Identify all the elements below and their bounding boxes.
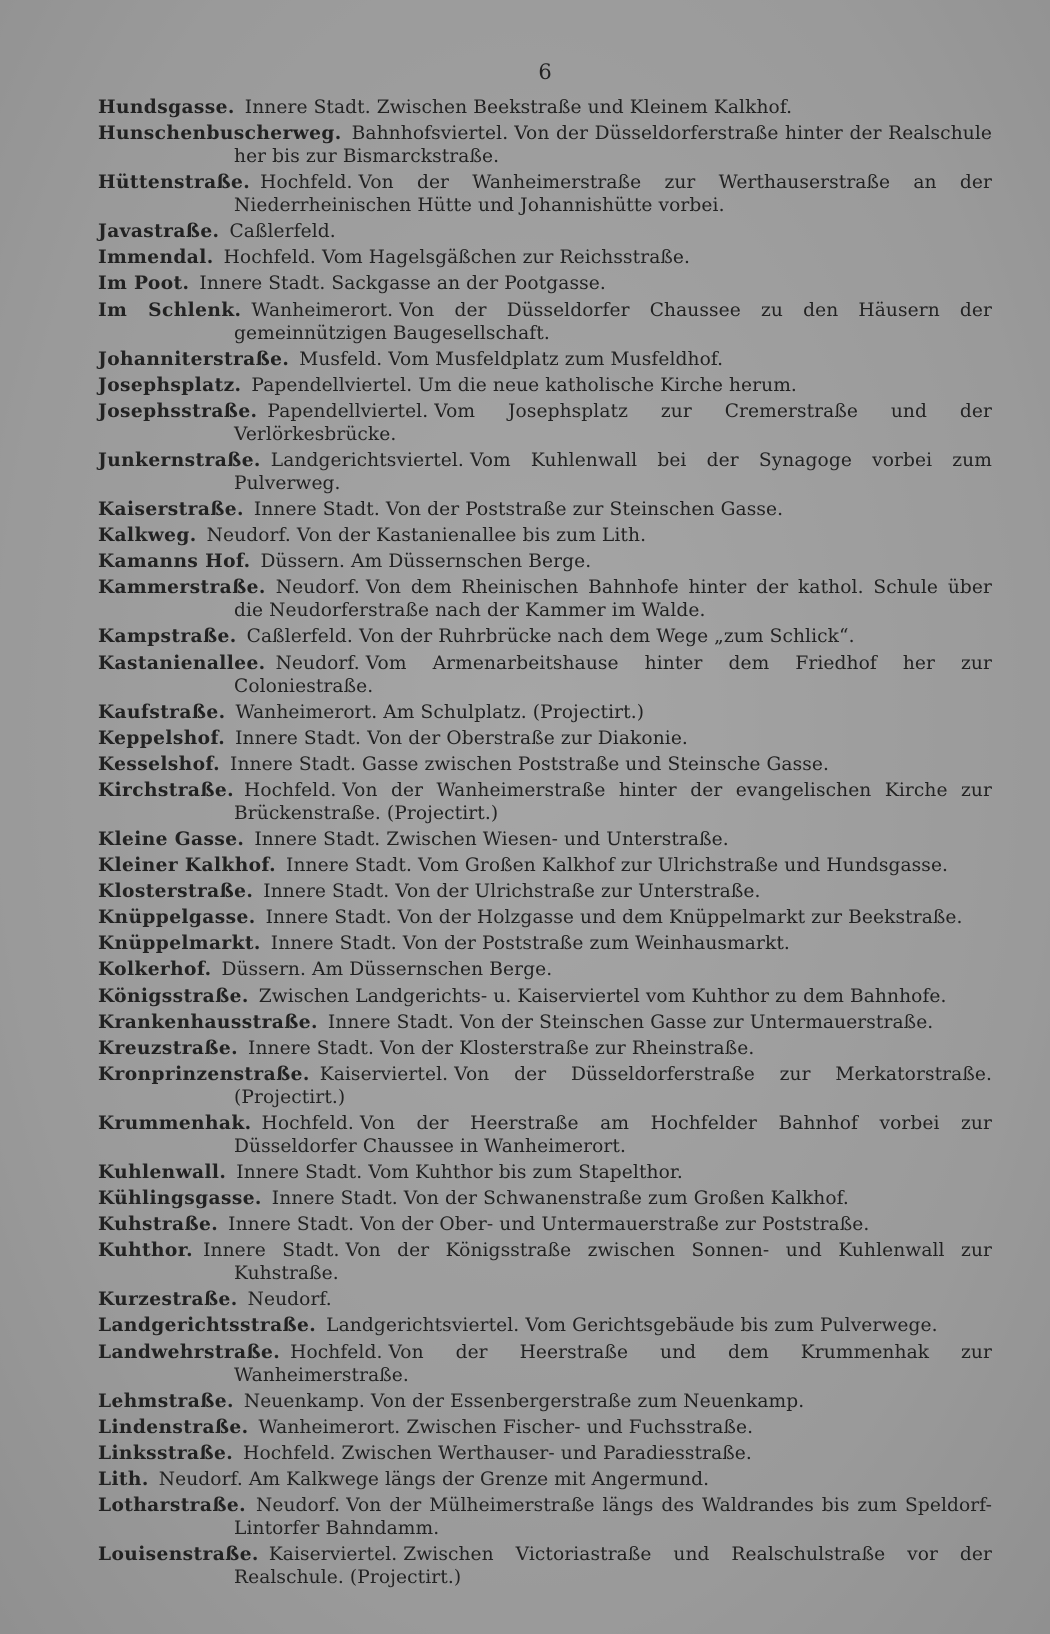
street-entry	[98, 1161, 992, 1184]
street-name: Hundsgasse.	[98, 97, 235, 118]
street-district: Innere Stadt.	[327, 1011, 454, 1033]
street-description: Von der Oberstraße zur Diakonie.	[367, 727, 688, 749]
street-district: Papendellviertel.	[267, 400, 429, 422]
street-district: Hochfeld.	[244, 779, 337, 801]
street-district: Wanheimerort.	[235, 701, 378, 723]
street-name: Knüppelgasse.	[98, 907, 256, 929]
street-entry	[98, 958, 992, 981]
street-name: Landgerichtsstraße.	[98, 1315, 317, 1337]
street-district: Neudorf.	[275, 652, 360, 674]
street-description: Sackgasse an der Pootgasse.	[331, 273, 606, 295]
street-name: Im Schlenk.	[98, 299, 242, 321]
street-district: Neudorf.	[247, 1289, 332, 1311]
street-entry	[98, 828, 992, 851]
street-description: Von der Heerstraße am Hochfelder Bahnhof vorbei zur Düsseldorfer Chaussee in Wanheimerort.	[234, 1112, 992, 1157]
street-name: Kaiserstraße.	[98, 499, 244, 521]
street-entry	[98, 906, 992, 929]
street-entry	[98, 701, 992, 724]
street-district: Caßlerfeld.	[246, 626, 353, 648]
street-district: Hochfeld.	[243, 1442, 336, 1464]
street-description: Von der Poststraße zum Weinhausmarkt.	[402, 933, 790, 955]
street-description: vom Kuhthor zu dem Bahnhofe.	[645, 985, 947, 1007]
street-entry	[98, 727, 992, 750]
street-description: Vom Armenarbeitshause hinter dem Friedhof her zur Coloniestraße.	[234, 652, 992, 697]
street-description: Gasse zwischen Poststraße und Steinsche Gasse.	[362, 753, 829, 775]
street-description: Von der Klosterstraße zur Rheinstraße.	[379, 1037, 755, 1059]
street-entry	[98, 854, 992, 877]
street-entry	[98, 1341, 992, 1387]
street-district: Wanheimerort.	[258, 1416, 401, 1438]
street-name: Kamanns Hof.	[98, 551, 251, 573]
street-entry	[98, 498, 992, 521]
street-entry	[98, 1442, 992, 1465]
street-name: Josephsstraße.	[98, 400, 258, 422]
street-district: Hochfeld.	[261, 1112, 354, 1134]
page-number: 6	[538, 60, 552, 84]
street-description: Zwischen Werthauser- und Paradiesstraße.	[341, 1442, 752, 1464]
street-description: Von der Holzgasse und dem Knüppelmarkt zur Beekstraße.	[397, 907, 963, 929]
street-district: Wanheimerort.	[251, 299, 394, 321]
street-name: Javastraße.	[98, 221, 220, 243]
street-name: Lindenstraße.	[98, 1416, 249, 1438]
street-name: Krummenhak.	[98, 1112, 252, 1134]
street-name: Keppelshof.	[98, 727, 226, 749]
street-description: Von der Ruhrbrücke nach dem Wege „zum Schlick“.	[358, 626, 855, 648]
street-name: Lehmstraße.	[98, 1390, 234, 1412]
street-description: Zwischen Beekstraße und Kleinem Kalkhof.	[376, 97, 793, 118]
street-entry	[98, 1063, 992, 1109]
street-description: Von der Kastanienallee bis zum Lith.	[296, 525, 647, 547]
street-description: Von der Essenbergerstraße zum Neuenkamp.	[370, 1390, 805, 1412]
street-description: Vom Großen Kalkhof zur Ulrichstraße und Hundsgasse.	[418, 855, 949, 877]
street-entry	[98, 449, 992, 495]
street-entry	[98, 171, 992, 217]
street-description: Zwischen Victoriastraße und Realschulstraße vor der Realschule. (Projectirt.)	[234, 1544, 992, 1589]
street-name: Lith.	[98, 1468, 149, 1490]
street-district: Musfeld.	[299, 348, 383, 370]
street-description: Vom Josephsplatz zur Cremerstraße und der Verlörkesbrücke.	[234, 400, 992, 445]
street-entry	[98, 122, 992, 168]
street-description: Von der Ober- und Untermauerstraße zur Poststraße.	[360, 1214, 870, 1236]
street-district: Innere Stadt.	[244, 97, 371, 118]
street-name: Kaufstraße.	[98, 701, 226, 723]
street-description: Am Schulplatz. (Projectirt.)	[383, 701, 645, 723]
street-entry	[98, 932, 992, 955]
street-description: Vom Musfeldplatz zum Musfeldhof.	[388, 348, 724, 370]
street-district: Innere Stadt.	[199, 273, 326, 295]
street-district: Landgerichtsviertel.	[270, 449, 464, 471]
street-entry	[98, 1239, 992, 1285]
street-name: Kuhlenwall.	[98, 1162, 227, 1183]
street-entry	[98, 246, 992, 269]
street-description: Von der Mülheimerstraße längs des Waldrandes bis zum Speldorf-Lintorfer Bahndamm.	[234, 1495, 992, 1540]
street-entry	[98, 550, 992, 573]
street-district: Landgerichtsviertel.	[326, 1315, 520, 1337]
street-name: Linksstraße.	[98, 1442, 234, 1464]
street-entry	[98, 1468, 992, 1491]
street-district: Innere Stadt.	[235, 727, 362, 749]
street-district: Neudorf.	[206, 525, 291, 547]
street-name: Josephsplatz.	[98, 374, 242, 396]
street-entry	[98, 779, 992, 825]
street-entry	[98, 1416, 992, 1439]
street-district: Innere Stadt.	[228, 1214, 355, 1236]
street-name: Kreuzstraße.	[98, 1037, 238, 1059]
street-description: Vom Kuhlenwall bei der Synagoge vorbei zum Pulverweg.	[234, 449, 992, 494]
street-description: Von der Königsstraße zwischen Sonnen- und Kuhlenwall zur Kuhstraße.	[234, 1240, 993, 1285]
street-name: Johanniterstraße.	[98, 348, 290, 370]
street-district: Neudorf.	[275, 577, 360, 599]
street-description: Von der Heerstraße und dem Krummenhak zur Wanheimerstraße.	[234, 1341, 992, 1386]
street-entry	[98, 272, 992, 295]
street-description: Von der Düsseldorferstraße hinter der Realschule her bis zur Bismarckstraße.	[234, 123, 992, 168]
street-entry	[98, 1011, 992, 1034]
street-name: Kurzestraße.	[98, 1289, 238, 1311]
street-description: Von der Wanheimerstraße zur Werthauserstraße an der Niederrheinischen Hütte und Johannishütte vorbei.	[234, 172, 992, 217]
street-name: Hunschenbuscherweg.	[98, 123, 342, 145]
street-name: Immendal.	[98, 247, 214, 269]
street-district: Zwischen Landgerichts- u. Kaiserviertel	[258, 985, 640, 1007]
street-district: Hochfeld.	[290, 1341, 383, 1363]
street-description: Vom Gerichtsgebäude bis zum Pulverwege.	[525, 1315, 938, 1337]
street-entry	[98, 576, 992, 622]
street-description: Von der Düsseldorfer Chaussee zu den Häusern der gemeinnützigen Baugesellschaft.	[234, 299, 992, 344]
street-district: Bahnhofsviertel.	[351, 123, 509, 145]
street-name: Kuhthor.	[98, 1240, 194, 1262]
street-entry	[98, 1543, 992, 1589]
street-entry	[98, 1187, 992, 1210]
street-description: Von dem Rheinischen Bahnhofe hinter der kathol. Schule über die Neudorferstraße nach der Kammer im Walde.	[234, 577, 992, 622]
street-district: Düssern.	[260, 551, 346, 573]
street-district: Innere Stadt.	[236, 1162, 363, 1183]
street-name: Knüppelmarkt.	[98, 933, 261, 955]
street-name: Kühlingsgasse.	[98, 1188, 262, 1210]
street-district: Kaiserviertel.	[268, 1544, 398, 1566]
street-description: Um die neue katholische Kirche herum.	[418, 374, 797, 396]
street-name: Kleiner Kalkhof.	[98, 855, 277, 877]
street-name: Kesselshof.	[98, 753, 221, 775]
street-description: Von der Düsseldorferstraße zur Merkatorstraße. (Projectirt.)	[234, 1063, 992, 1108]
street-district: Innere Stadt.	[271, 1188, 398, 1210]
street-name: Kirchstraße.	[98, 779, 234, 801]
street-name: Hüttenstraße.	[98, 172, 251, 194]
street-name: Kampstraße.	[98, 626, 237, 648]
street-entry	[98, 1390, 992, 1413]
street-name: Kuhstraße.	[98, 1214, 219, 1236]
street-description: Am Düssernschen Berge.	[351, 551, 592, 573]
street-description: Am Kalkwege längs der Grenze mit Angermund.	[248, 1468, 710, 1490]
street-name: Krankenhausstraße.	[98, 1011, 318, 1033]
street-district: Innere Stadt.	[270, 933, 397, 955]
street-district: Neuenkamp.	[243, 1390, 365, 1412]
street-entry	[98, 985, 992, 1008]
street-entry	[98, 400, 992, 446]
street-name: Junkernstraße.	[98, 449, 261, 471]
street-description: Zwischen Wiesen- und Unterstraße.	[386, 828, 729, 850]
street-description: Am Düssernschen Berge.	[312, 959, 553, 981]
street-entry	[98, 652, 992, 698]
street-district: Papendellviertel.	[251, 374, 413, 396]
street-district: Innere Stadt.	[265, 907, 392, 929]
street-description: Zwischen Fischer- und Fuchsstraße.	[406, 1416, 754, 1438]
street-description: Von der Schwanenstraße zum Großen Kalkhof.	[403, 1188, 849, 1210]
street-district: Caßlerfeld.	[229, 221, 336, 243]
street-entry	[98, 880, 992, 903]
street-name: Louisenstraße.	[98, 1544, 259, 1566]
street-entry	[98, 1037, 992, 1060]
street-district: Neudorf.	[255, 1495, 341, 1517]
street-entry	[98, 96, 992, 119]
street-district: Innere Stadt.	[230, 753, 356, 775]
street-district: Hochfeld.	[260, 172, 353, 194]
street-description: Vom Hagelsgäßchen zur Reichsstraße.	[321, 247, 691, 269]
street-name: Lotharstraße.	[98, 1495, 246, 1517]
street-directory-list	[98, 96, 992, 1589]
street-district: Innere Stadt.	[248, 1037, 374, 1059]
street-name: Landwehrstraße.	[98, 1341, 281, 1363]
street-district: Hochfeld.	[223, 247, 316, 269]
street-description: Von der Wanheimerstraße hinter der evangelischen Kirche zur Brückenstraße. (Projectirt.)	[234, 779, 992, 824]
street-district: Innere Stadt.	[254, 828, 381, 850]
street-entry	[98, 374, 992, 397]
street-district: Neudorf.	[158, 1468, 243, 1490]
street-entry	[98, 348, 992, 371]
street-district: Innere Stadt.	[203, 1240, 340, 1262]
street-entry	[98, 1494, 992, 1540]
street-name: Kalkweg.	[98, 525, 197, 547]
street-entry	[98, 1288, 992, 1311]
street-district: Innere Stadt.	[253, 499, 380, 521]
street-name: Klosterstraße.	[98, 881, 254, 903]
street-entry	[98, 1112, 992, 1158]
street-description: Von der Ulrichstraße zur Unterstraße.	[395, 881, 761, 903]
street-name: Kastanienallee.	[98, 652, 266, 674]
street-description: Vom Kuhthor bis zum Stapelthor.	[368, 1162, 683, 1183]
street-name: Kronprinzenstraße.	[98, 1063, 310, 1085]
street-name: Königsstraße.	[98, 985, 249, 1007]
street-district: Kaiserviertel.	[319, 1063, 449, 1085]
street-district: Düssern.	[221, 959, 307, 981]
street-entry	[98, 220, 992, 243]
street-entry	[98, 625, 992, 648]
street-name: Im Poot.	[98, 273, 190, 295]
street-name: Kammerstraße.	[98, 577, 266, 599]
street-description: Von der Poststraße zur Steinschen Gasse.	[385, 499, 784, 521]
street-entry	[98, 753, 992, 776]
street-entry	[98, 1213, 992, 1236]
street-entry	[98, 1314, 992, 1337]
street-description: Von der Steinschen Gasse zur Untermauerstraße.	[459, 1011, 934, 1033]
street-entry	[98, 299, 992, 345]
street-name: Kleine Gasse.	[98, 828, 245, 850]
street-district: Innere Stadt.	[286, 855, 413, 877]
street-district: Innere Stadt.	[263, 881, 390, 903]
street-entry	[98, 524, 992, 547]
street-name: Kolkerhof.	[98, 959, 212, 981]
